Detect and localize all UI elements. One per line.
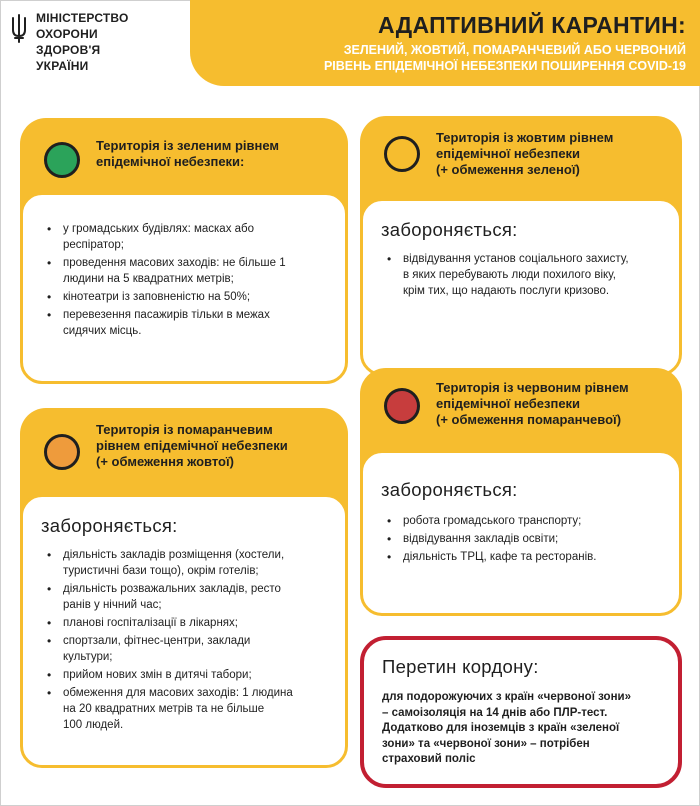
orange-circle-icon — [44, 434, 80, 470]
list-item: • проведення масових заходів: не більше 1 людини на 5 квадратних метрів; — [41, 255, 329, 287]
border-crossing-card — [360, 636, 682, 788]
title-line: Територія із жовтим рівнем — [436, 130, 614, 145]
list-item: • кінотеатри із заповненістю на 50%; — [41, 289, 329, 305]
red-circle-icon — [384, 388, 420, 424]
text-line: страховий поліс — [382, 753, 476, 765]
yellow-circle-icon — [384, 136, 420, 172]
list-item: • у громадських будівлях: масках або респіратор; — [41, 221, 329, 253]
page-subtitle — [324, 42, 686, 74]
ministry-logo — [10, 10, 140, 90]
list-item: • планові госпіталізації в лікарнях; — [41, 615, 329, 631]
list-item: • перевезення пасажирів тільки в межах сидячих місць. — [41, 307, 329, 339]
red-card-title — [436, 380, 670, 428]
ministry-line: ОХОРОНИ — [36, 27, 98, 41]
title-line: Територія із помаранчевим — [96, 422, 273, 437]
subtitle-line: РІВЕНЬ ЕПІДЕМІЧНОЇ НЕБЕЗПЕКИ ПОШИРЕННЯ COVID-19 — [323, 59, 686, 73]
title-line: (+ обмеження помаранчевої) — [436, 412, 622, 427]
banned-label: забороняється: — [41, 515, 178, 536]
yellow-rules-list — [381, 251, 663, 301]
green-circle-icon — [44, 142, 80, 178]
title-line: (+ обмеження жовтої) — [96, 454, 234, 469]
list-item: • прийом нових змін в дитячі табори; — [41, 667, 329, 683]
ministry-line: МІНІСТЕРСТВО — [36, 11, 129, 25]
list-item: • спортзали, фітнес-центри, заклади культури; — [41, 633, 329, 665]
page-title: АДАПТИВНИЙ КАРАНТИН: — [378, 12, 686, 38]
orange-card-title — [96, 422, 336, 470]
yellow-card-body — [360, 198, 682, 376]
trident-icon — [10, 14, 28, 44]
ministry-line: ЗДОРОВ'Я — [36, 43, 101, 57]
green-card-title — [96, 138, 336, 170]
list-item: • робота громадського транспорту; — [381, 513, 663, 529]
title-line: Територія із червоним рівнем — [436, 380, 629, 395]
orange-rules-list — [41, 547, 329, 735]
orange-card-body — [20, 494, 348, 768]
text-line: для подорожуючих з країн «червоної зони» — [382, 691, 631, 703]
ministry-line: УКРАЇНИ — [36, 59, 89, 73]
title-line: Територія із зеленим рівнем — [96, 138, 280, 153]
list-item: • відвідування закладів освіти; — [381, 531, 663, 547]
banned-label: забороняється: — [381, 219, 518, 240]
ministry-name — [36, 10, 129, 90]
green-level-card — [20, 118, 348, 384]
red-level-card — [360, 368, 682, 616]
border-card-title: Перетин кордону: — [382, 656, 539, 677]
list-item: • діяльність ТРЦ, кафе та ресторанів. — [381, 549, 663, 565]
list-item: • діяльність розважальних закладів, ресто ранів у нічний час; — [41, 581, 329, 613]
title-line: епідемічної небезпеки: — [96, 154, 245, 169]
list-item: • відвідування установ соціального захисту, в яких перебувають люди похилого віку, крім тих, що надають послуги кризово. — [381, 251, 663, 299]
green-card-body — [20, 192, 348, 384]
title-line: рівнем епідемічної небезпеки — [96, 438, 288, 453]
header-banner — [190, 0, 700, 86]
border-card-text — [382, 690, 666, 768]
text-line: зони» та «червоної зони» – потрібен — [382, 737, 590, 750]
yellow-level-card — [360, 116, 682, 376]
title-line: епідемічної небезпеки — [436, 146, 581, 161]
green-rules-list — [41, 221, 329, 341]
text-line: – самоізоляція на 14 днів або ПЛР-тест. — [382, 706, 608, 719]
red-rules-list — [381, 513, 663, 567]
title-line: (+ обмеження зеленої) — [436, 162, 580, 177]
title-line: епідемічної небезпеки — [436, 396, 581, 411]
text-line: Додатково для іноземців з країн «зеленої — [382, 722, 620, 734]
banned-label: забороняється: — [381, 479, 518, 500]
red-card-body — [360, 450, 682, 616]
orange-level-card — [20, 408, 348, 768]
list-item: • обмеження для масових заходів: 1 людина на 20 квадратних метрів та не більше 100 людей. — [41, 685, 329, 733]
yellow-card-title — [436, 130, 670, 178]
subtitle-line: ЗЕЛЕНИЙ, ЖОВТИЙ, ПОМАРАНЧЕВИЙ АБО ЧЕРВОНИЙ — [343, 43, 686, 57]
list-item: • діяльність закладів розміщення (хостели, туристичні бази тощо), окрім готелів; — [41, 547, 329, 579]
